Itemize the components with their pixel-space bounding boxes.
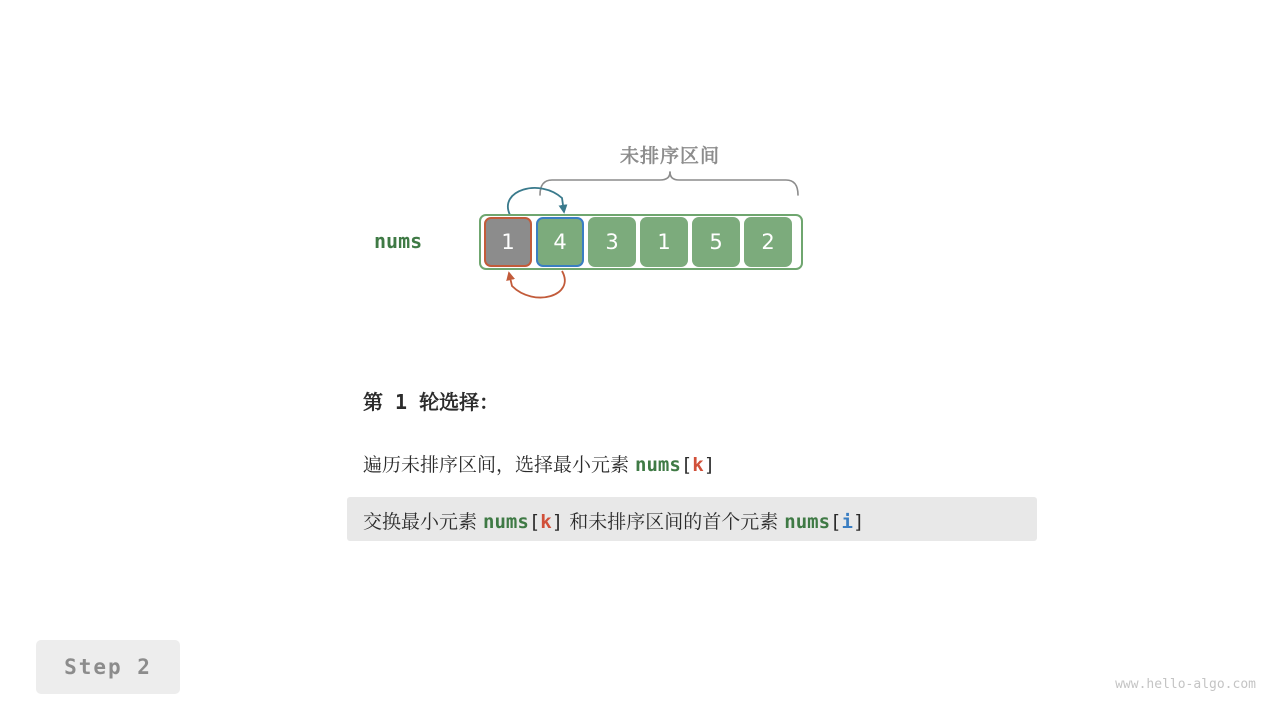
array-cell: 5: [692, 217, 740, 267]
line2-middle: 和未排序区间的首个元素: [563, 511, 785, 533]
nums-label: nums: [374, 229, 423, 253]
instruction-line-1: [363, 450, 715, 477]
line2-close-bracket-2: ]: [852, 511, 865, 533]
instruction-line-2: [363, 507, 864, 534]
line2-close-bracket-1: ]: [551, 511, 564, 533]
line2-open-bracket-2: [: [830, 511, 842, 533]
unsorted-range-label: 未排序区间: [619, 146, 720, 167]
line2-var-k: k: [540, 511, 552, 533]
line2-code-1: nums: [483, 511, 529, 533]
line1-prefix: 遍历未排序区间，选择最小元素: [363, 454, 636, 476]
watermark: www.hello-algo.com: [1115, 677, 1256, 692]
line2-prefix: 交换最小元素: [363, 511, 484, 533]
array-cells: [484, 217, 792, 267]
array-cell: 4: [536, 217, 584, 267]
line1-open-bracket: [: [680, 454, 693, 476]
array-cell: 1: [640, 217, 688, 267]
line2-open-bracket-1: [: [528, 511, 541, 533]
array-cell: 1: [484, 217, 532, 267]
swap-arrow-top-icon: [508, 188, 564, 215]
round-title: 第 1 轮选择：: [363, 390, 500, 414]
line2-var-i: i: [841, 511, 853, 533]
line1-code: nums: [635, 454, 681, 476]
step-badge: Step 2: [36, 640, 180, 694]
array-cell: 3: [588, 217, 636, 267]
range-brace-icon: [540, 172, 798, 195]
line2-code-2: nums: [784, 511, 831, 533]
line1-close-bracket: ]: [703, 454, 716, 476]
line1-var-k: k: [692, 454, 704, 476]
swap-arrow-bottom-icon: [509, 271, 565, 298]
array-cell: 2: [744, 217, 792, 267]
